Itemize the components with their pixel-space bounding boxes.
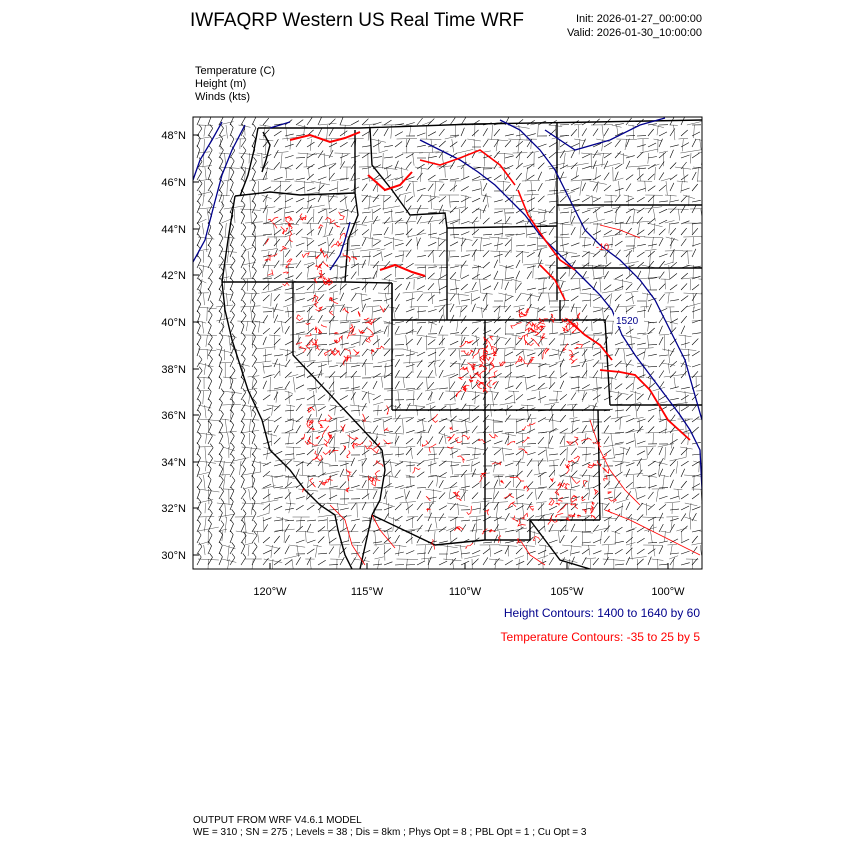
- lon-label: 115°W: [350, 586, 384, 598]
- lon-label: 120°W: [253, 586, 287, 598]
- map-frame: [193, 117, 702, 569]
- footer-model: OUTPUT FROM WRF V4.6.1 MODEL: [193, 815, 362, 826]
- footer-config: WE = 310 ; SN = 275 ; Levels = 38 ; Dis = 8km ; Phys Opt = 8 ; PBL Opt = 1 ; Cu Opt = 3: [193, 827, 587, 838]
- temperature-contour-legend: Temperature Contours: -35 to 25 by 5: [500, 630, 700, 644]
- lat-label: 38°N: [161, 364, 186, 376]
- wind-barbs: [197, 113, 701, 565]
- lat-label: 34°N: [161, 457, 186, 469]
- wind-barb-set: [197, 113, 701, 565]
- lat-label: 42°N: [161, 270, 186, 282]
- lat-label: 48°N: [161, 130, 186, 142]
- lon-label: 105°W: [550, 586, 584, 598]
- temperature-contour-label: -10: [596, 242, 610, 252]
- lat-label: 40°N: [161, 317, 186, 329]
- field-height: Height (m): [195, 78, 247, 90]
- lat-label: 46°N: [161, 177, 186, 189]
- height-contour-label: 1520: [616, 316, 639, 327]
- lat-label: 36°N: [161, 410, 186, 422]
- latitude-labels: [161, 130, 186, 562]
- height-contour-legend: Height Contours: 1400 to 1640 by 60: [503, 606, 700, 620]
- lon-label: 110°W: [448, 586, 482, 598]
- lat-label: 30°N: [161, 550, 186, 562]
- map-content: [193, 113, 722, 575]
- longitude-labels: [253, 586, 685, 598]
- field-winds: Winds (kts): [195, 91, 250, 103]
- lat-label: 44°N: [161, 224, 186, 236]
- map-title: IWFAQRP Western US Real Time WRF: [190, 10, 524, 31]
- field-temperature: Temperature (C): [195, 65, 276, 77]
- init-time: Init: 2026-01-27_00:00:00: [576, 13, 702, 25]
- lat-label: 32°N: [161, 503, 186, 515]
- valid-time: Valid: 2026-01-30_10:00:00: [567, 27, 702, 39]
- temperature-contours: [290, 132, 700, 565]
- lon-label: 100°W: [651, 586, 685, 598]
